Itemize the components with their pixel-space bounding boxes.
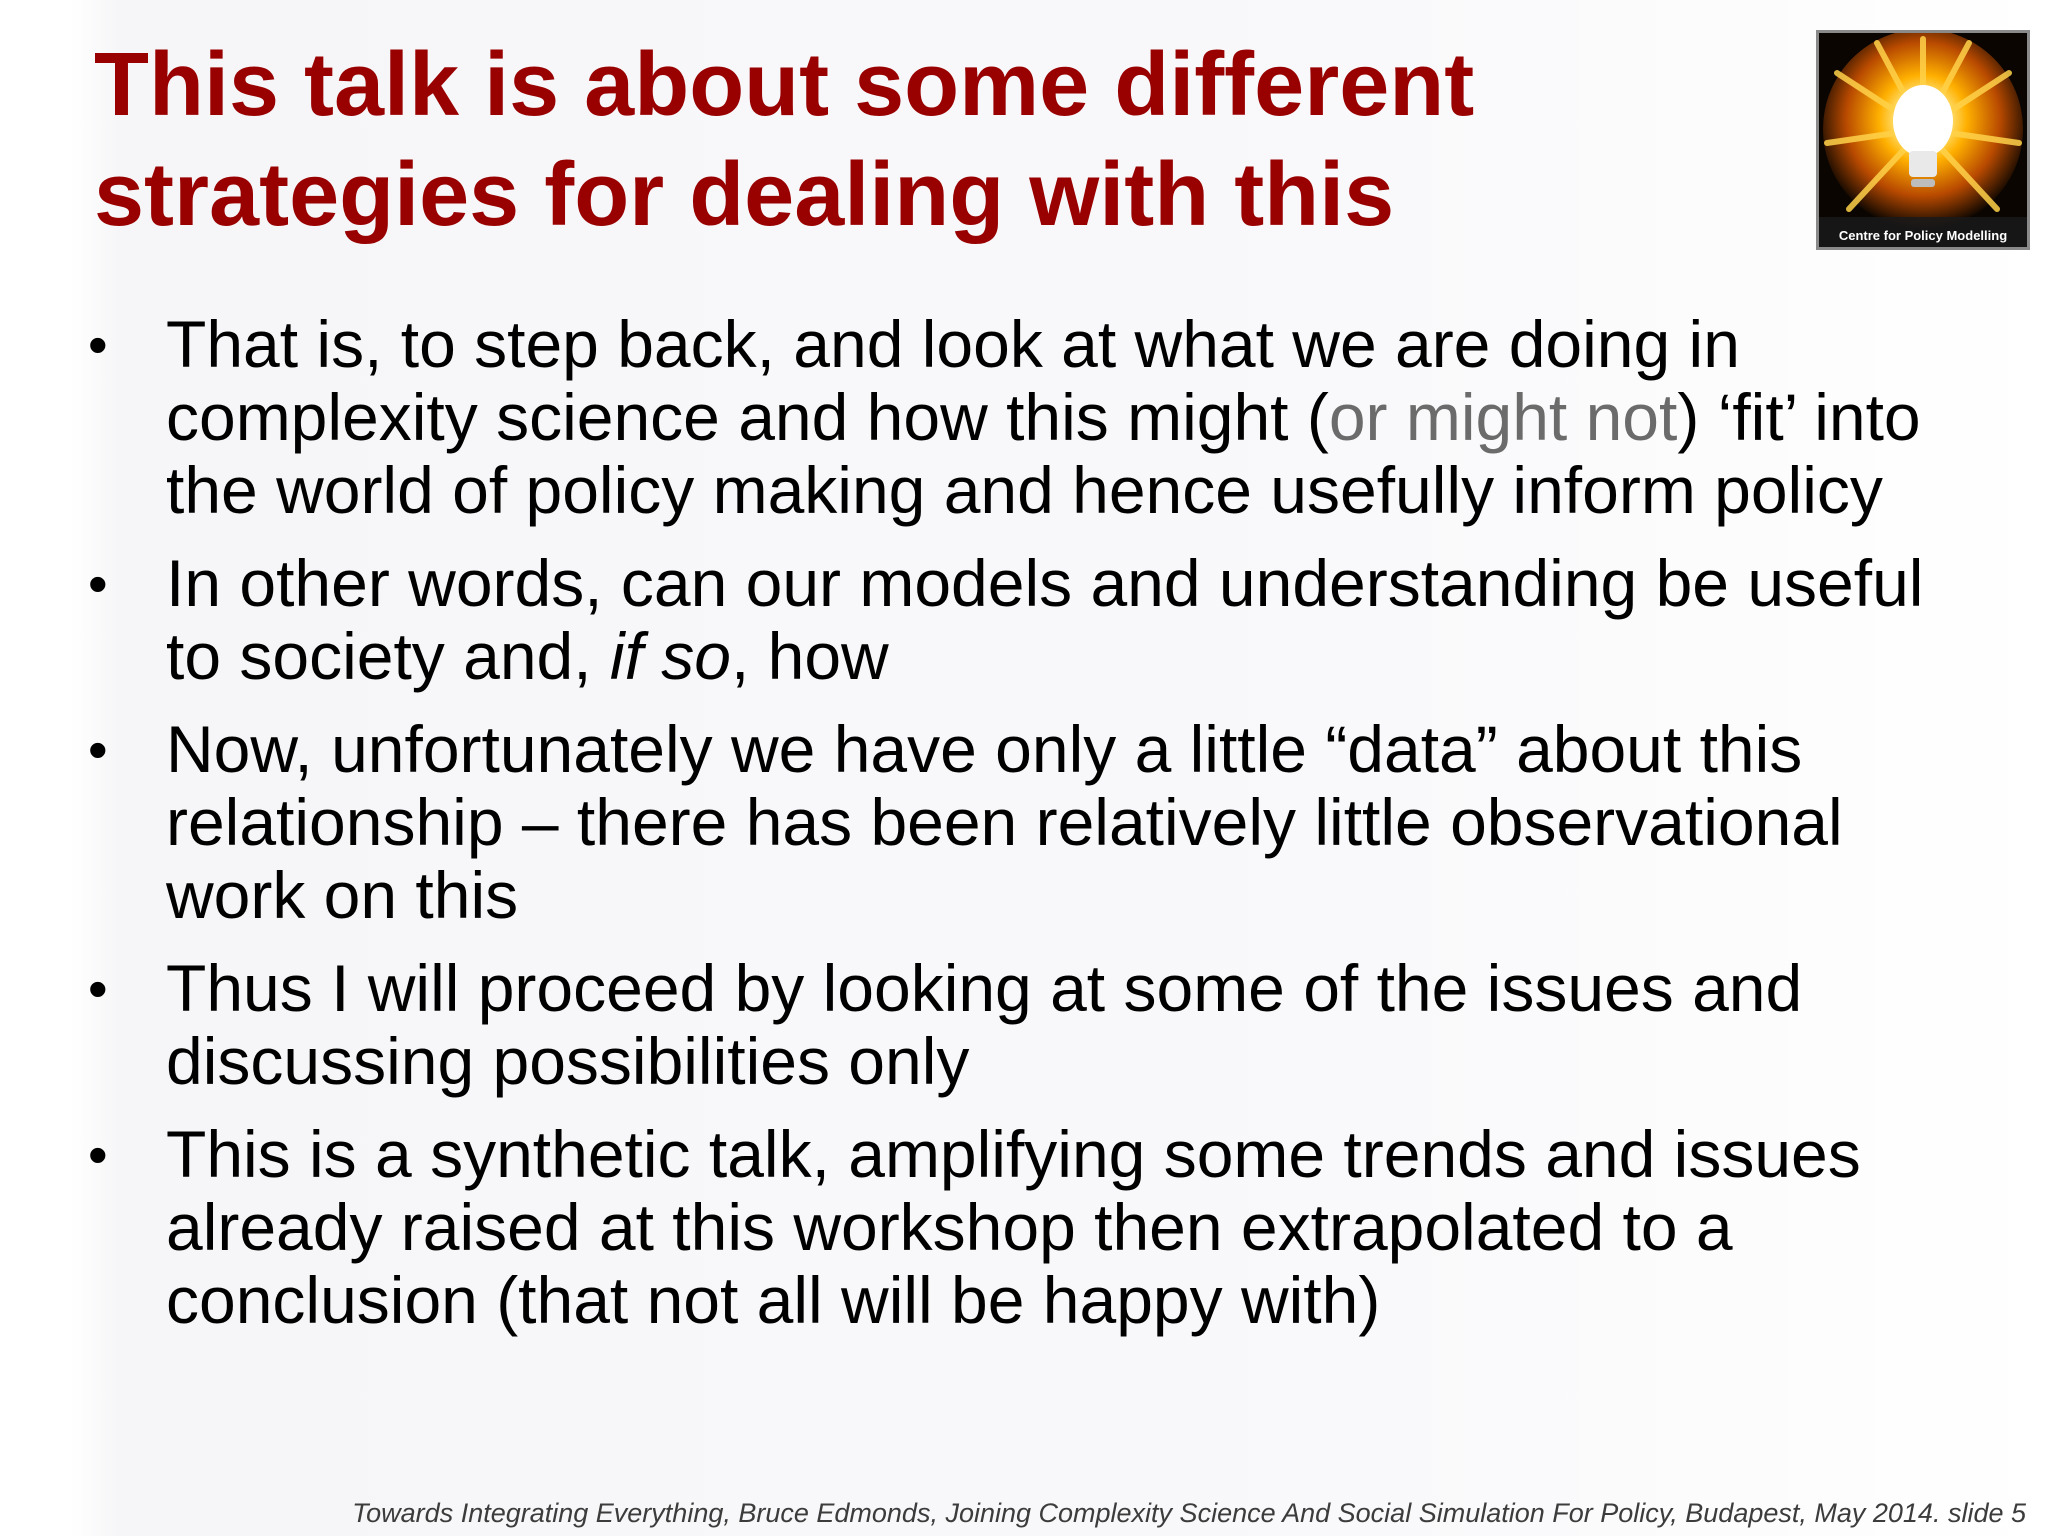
centre-for-policy-modelling-logo <box>1816 30 2030 250</box>
slide-title-line-1: This talk is about some different <box>94 35 1475 135</box>
bullet-item <box>82 547 1982 693</box>
bullet-emphasis-text: if so <box>609 619 731 693</box>
bullet-icon: • <box>88 552 108 615</box>
bullet-item <box>82 713 1982 932</box>
slide-footer: Towards Integrating Everything, Bruce Edmonds, Joining Complexity Science And Social Simulation For Policy, Budapest, May 2014. slide 5 <box>352 1498 2026 1528</box>
bullet-item <box>82 952 1982 1098</box>
bullet-text-part: , how <box>730 619 889 693</box>
bullet-text: Now, unfortunately we have only a little “data” about this relationship – there has been relatively little observational work on this <box>166 712 1843 932</box>
logo-caption: Centre for Policy Modelling <box>1838 228 2008 243</box>
bullet-text-part: In other words, can our models and understanding be useful to society and, <box>166 546 1924 693</box>
bullet-list <box>82 308 1982 1357</box>
bullet-icon: • <box>88 718 108 781</box>
lightbulb-icon <box>1819 33 2027 247</box>
bullet-icon: • <box>88 1123 108 1186</box>
bullet-item <box>82 1118 1982 1337</box>
bullet-text: This is a synthetic talk, amplifying some trends and issues already raised at this workshop then extrapolated to a conclusion (that not all will be happy with) <box>166 1117 1861 1337</box>
bullet-text-part: ) ‘fit’ into the world of policy making and hence usefully inform policy <box>166 380 1921 527</box>
slide-title <box>94 30 1794 250</box>
bullet-icon: • <box>88 313 108 376</box>
bullet-muted-text: or might not <box>1328 380 1678 454</box>
bullet-text: Thus I will proceed by looking at some of the issues and discussing possibilities only <box>166 951 1803 1098</box>
slide-title-line-2: strategies for dealing with this <box>94 145 1395 245</box>
bullet-text-part: That is, to step back, and look at what we are doing in complexity science and how this might ( <box>166 307 1740 454</box>
bullet-icon: • <box>88 957 108 1020</box>
bullet-item <box>82 308 1982 527</box>
